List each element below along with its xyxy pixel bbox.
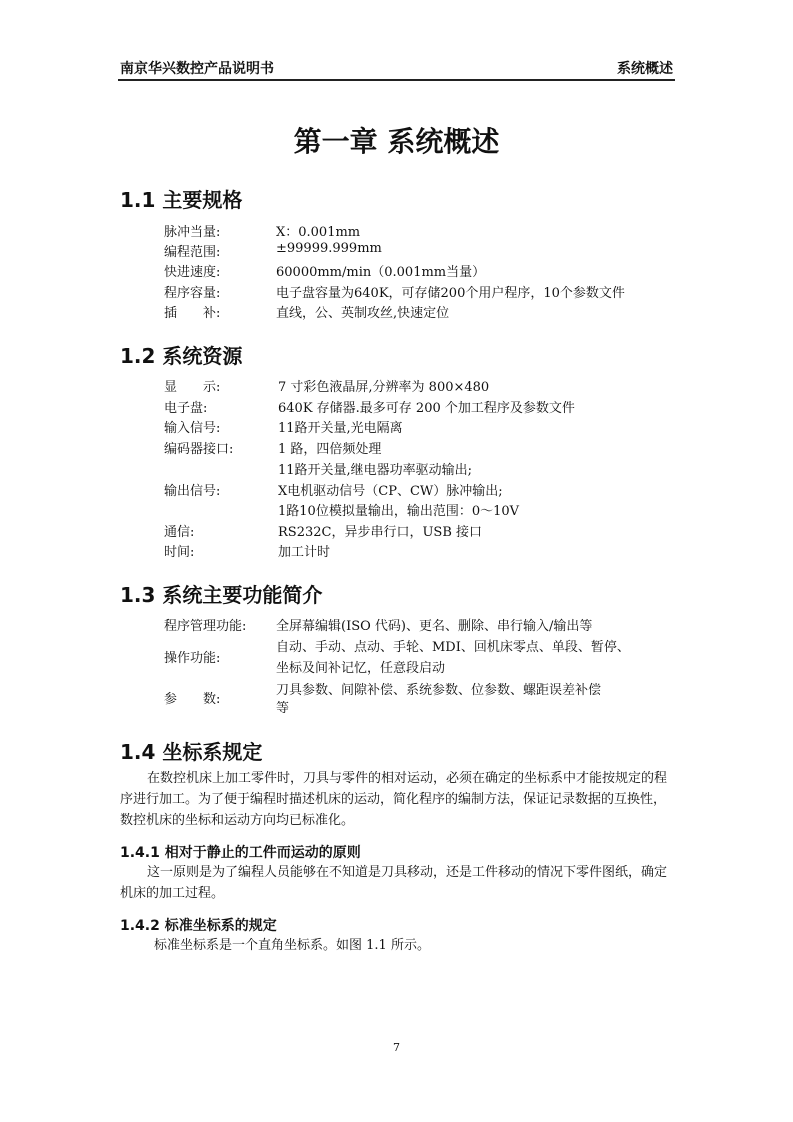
function-label: 参 数: xyxy=(164,692,221,707)
spec-value: ±99999.999mm xyxy=(276,241,382,256)
resource-value: X电机驱动信号（CP、CW）脉冲输出; xyxy=(278,484,503,499)
resource-value: 1路10位模拟量输出，输出范围：0～10V xyxy=(278,504,520,519)
section-heading-1-3: 1.3 系统主要功能简介 xyxy=(120,583,323,607)
body-paragraph: 在数控机床上加工零件时，刀具与零件的相对运动，必须在确定的坐标系中才能按规定的程序进行加工。为了便于编程时描述机床的运动，简化程序的编制方法，保证记录数据的互换性，数控机床的坐标和运动方向均已标准化。 xyxy=(120,771,668,828)
spec-label: 程序容量: xyxy=(164,286,221,301)
resource-label: 电子盘: xyxy=(164,401,208,416)
resource-label: 通信: xyxy=(164,525,195,540)
resource-label: 显 示: xyxy=(164,380,221,395)
resource-label: 编码器接口: xyxy=(164,442,234,457)
resource-label: 输入信号: xyxy=(164,421,221,436)
function-value: 坐标及间补记忆，任意段启动 xyxy=(276,661,446,676)
resource-value: 11路开关量,继电器功率驱动输出; xyxy=(278,463,473,478)
spec-label: 快进速度: xyxy=(164,265,221,280)
resource-value: RS232C，异步串行口，USB 接口 xyxy=(278,525,483,540)
section-heading-1-1: 1.1 主要规格 xyxy=(120,188,243,212)
spec-label: 编程范围: xyxy=(164,245,221,260)
resource-value: 640K 存储器.最多可存 200 个加工程序及参数文件 xyxy=(278,401,575,416)
function-label: 操作功能: xyxy=(164,651,221,666)
spec-value: 直线，公、英制攻丝,快速定位 xyxy=(276,306,450,321)
resource-value: 7 寸彩色液晶屏,分辨率为 800×480 xyxy=(278,380,490,395)
body-paragraph: 这一原则是为了编程人员能够在不知道是刀具移动，还是工件移动的情况下零件图纸，确定机床的加工过程。 xyxy=(120,865,668,901)
resource-label: 时间: xyxy=(164,545,195,560)
function-value: 全屏幕编辑(ISO 代码)、更名、删除、串行输入/输出等 xyxy=(276,619,593,634)
function-value: 等 xyxy=(276,701,290,716)
section-heading-1-2: 1.2 系统资源 xyxy=(120,344,243,368)
resource-value: 1 路，四倍频处理 xyxy=(278,442,382,457)
resource-value: 加工计时 xyxy=(278,545,331,560)
spec-value: 60000mm/min（0.001mm当量） xyxy=(276,265,486,280)
spec-value: X：0.001mm xyxy=(276,225,361,240)
resource-value: 11路开关量,光电隔离 xyxy=(278,421,403,436)
resource-label: 输出信号: xyxy=(164,484,221,499)
spec-label: 脉冲当量: xyxy=(164,225,221,240)
spec-value: 电子盘容量为640K，可存储200个用户程序，10个参数文件 xyxy=(276,286,625,301)
function-value: 自动、手动、点动、手轮、MDI、回机床零点、单段、暂停、 xyxy=(276,640,630,655)
header-manual-title: 南京华兴数控产品说明书 xyxy=(120,61,274,77)
body-paragraph: 标准坐标系是一个直角坐标系。如图 1.1 所示。 xyxy=(154,938,430,953)
chapter-title: 第一章 系统概述 xyxy=(293,125,500,158)
subsection-heading-1-4-1: 1.4.1 相对于静止的工件而运动的原则 xyxy=(120,845,361,861)
section-heading-1-4: 1.4 坐标系规定 xyxy=(120,740,263,764)
header-section-title: 系统概述 xyxy=(617,61,673,77)
page-header xyxy=(118,58,675,78)
header-divider xyxy=(118,79,675,81)
page-number: 7 xyxy=(393,1041,400,1054)
function-value: 刀具参数、间隙补偿、系统参数、位参数、螺距误差补偿 xyxy=(276,683,602,698)
function-label: 程序管理功能: xyxy=(164,619,247,634)
subsection-heading-1-4-2: 1.4.2 标准坐标系的规定 xyxy=(120,918,277,934)
spec-label: 插 补: xyxy=(164,306,221,321)
